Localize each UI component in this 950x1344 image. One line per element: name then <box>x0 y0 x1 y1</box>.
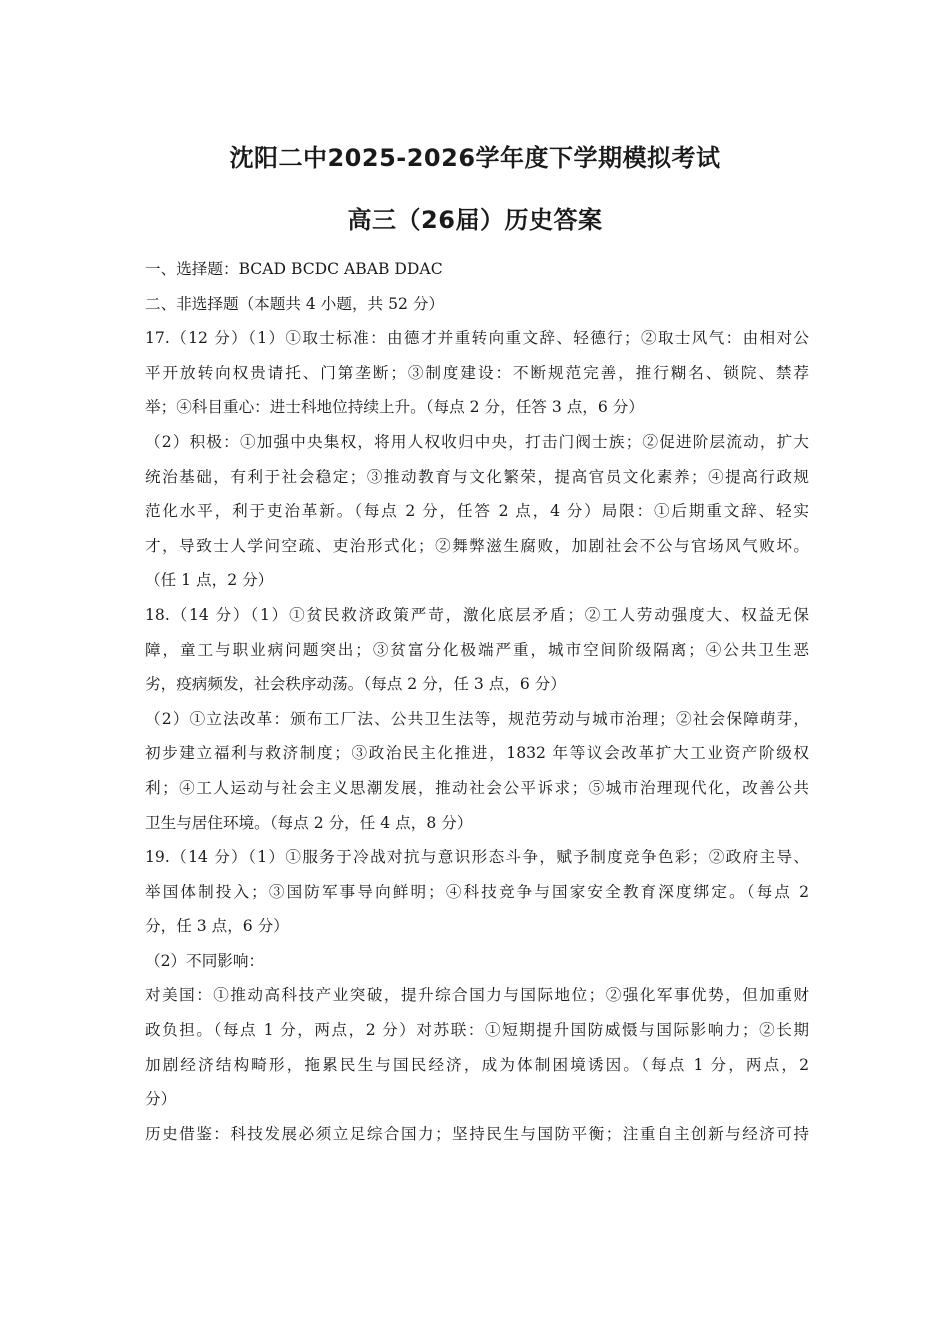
document-title: 沈阳二中2025-2026学年度下学期模拟考试 <box>229 144 721 172</box>
answer-line: 举国体制投入；③国防军事导向鲜明；④科技竞争与国家安全教育深度绑定。（每点 2 <box>145 882 809 901</box>
answer-line: 平开放转向权贵请托、门第垄断；③制度建设：不断规范完善，推行糊名、锁院、禁荐 <box>145 363 809 382</box>
answer-line: 卫生与居住环境。（每点 2 分，任 4 点，8 分） <box>145 813 473 832</box>
answer-line: 范化水平，利于吏治革新。（每点 2 分，任答 2 点，4 分）局限：①后期重文辞、轻实 <box>145 502 809 521</box>
answer-line: 一、选择题：BCAD BCDC ABAB DDAC <box>145 260 443 278</box>
document-subtitle: 高三（26届）历史答案 <box>347 206 603 234</box>
answer-body <box>145 252 809 1151</box>
answer-line: 对美国：①推动高科技产业突破，提升综合国力与国际地位；②强化军事优势，但加重财 <box>145 986 809 1005</box>
answer-line: 统治基础，有利于社会稳定；③推动教育与文化繁荣，提高官员文化素养；④提高行政规 <box>145 467 809 486</box>
answer-line: 历史借鉴：科技发展必须立足综合国力；坚持民生与国防平衡；注重自主创新与经济可持 <box>145 1124 809 1143</box>
answer-line: 举；④科目重心：进士科地位持续上升。（每点 2 分，任答 3 点，6 分） <box>145 398 644 417</box>
answer-line: 分） <box>145 1090 177 1109</box>
answer-line: 劣，疫病频发，社会秩序动荡。（每点 2 分，任 3 点，6 分） <box>145 675 566 694</box>
answer-line: 19.（14 分）（1）①服务于冷战对抗与意识形态斗争，赋予制度竞争色彩；②政府主导、 <box>145 848 809 867</box>
answer-line: （2）不同影响： <box>145 951 265 970</box>
answer-line: 分，任 3 点，6 分） <box>145 917 289 936</box>
answer-line: （2）积极：①加强中央集权，将用人权收归中央，打击门阀士族；②促进阶层流动，扩大 <box>145 432 809 451</box>
answer-line: 17.（12 分）（1）①取士标准：由德才并重转向重文辞、轻德行；②取士风气：由相对公 <box>145 329 809 348</box>
answer-line: 二、非选择题（本题共 4 小题，共 52 分） <box>145 294 445 313</box>
answer-line: （任 1 点，2 分） <box>145 571 274 590</box>
answer-line: 障，童工与职业病问题突出；③贫富分化极端严重，城市空间阶级隔离；④公共卫生恶 <box>145 640 809 659</box>
answer-line: （2）①立法改革：颁布工厂法、公共卫生法等，规范劳动与城市治理；②社会保障萌芽， <box>145 709 809 728</box>
answer-line: 18.（14 分）（1）①贫民救济政策严苛，激化底层矛盾；②工人劳动强度大、权益无保 <box>145 605 809 624</box>
answer-line: 才，导致士人学问空疏、吏治形式化；②舞弊滋生腐败，加剧社会不公与官场风气败坏。 <box>145 536 809 555</box>
answer-line: 初步建立福利与救济制度；③政治民主化推进，1832 年等议会改革扩大工业资产阶级权 <box>145 744 809 763</box>
answer-line: 政负担。（每点 1 分，两点，2 分）对苏联：①短期提升国防威慑与国际影响力；②长期 <box>145 1021 809 1040</box>
answer-line: 加剧经济结构畸形，拖累民生与国民经济，成为体制困境诱因。（每点 1 分，两点，2 <box>145 1055 809 1074</box>
answer-line: 利；④工人运动与社会主义思潮发展，推动社会公平诉求；⑤城市治理现代化，改善公共 <box>145 778 809 797</box>
